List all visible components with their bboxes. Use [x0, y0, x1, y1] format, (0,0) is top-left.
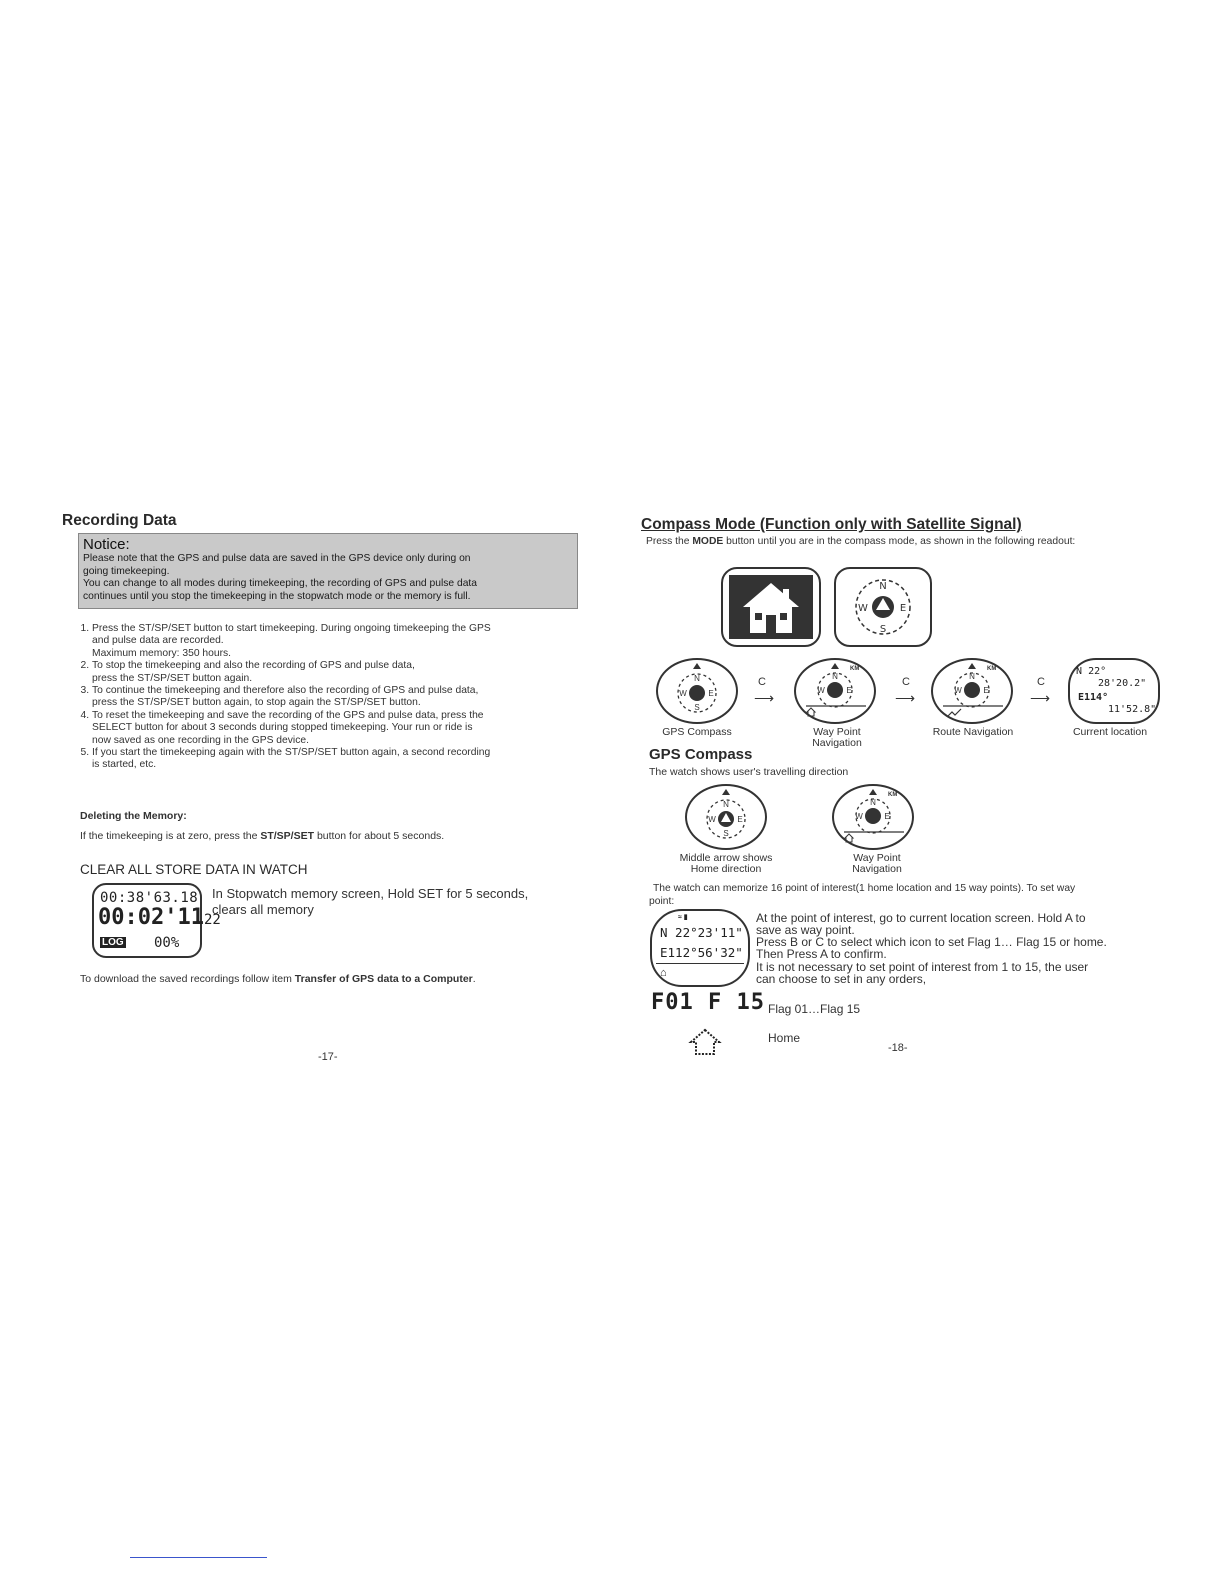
poi-text-5: It is not necessary to set point of interest from 1 to 15, the user [756, 960, 1089, 974]
svg-text:W: W [858, 603, 868, 614]
current-lon-min: 11'52.8" [1108, 704, 1157, 715]
middle-arrow-label-2: Home direction [690, 863, 762, 875]
poi-lcd [650, 909, 750, 987]
notice-line-2: going timekeeping. [83, 565, 170, 577]
svg-text:N: N [832, 672, 838, 681]
step-item: 1. Press the ST/SP/SET button to start timekeeping. During ongoing timekeeping the GPS and pulse data are recorded. Maximum memory: 350 hours. [92, 623, 612, 660]
svg-text:N: N [694, 674, 700, 683]
step-item: 5. If you start the timekeeping again with the ST/SP/SET button again, a second recording is started, etc. [92, 747, 612, 772]
poi-lon: E112°56'32" [660, 945, 743, 960]
notice-title: Notice: [83, 536, 130, 553]
c-label: C [1037, 676, 1045, 688]
lcd-log-badge: LOG [102, 937, 124, 948]
compass-icon [933, 660, 1011, 722]
svg-text:KM: KM [888, 792, 898, 798]
download-text: To download the saved recordings follow item Transfer of GPS data to a Computer. [80, 973, 476, 985]
poi-text-4: Then Press A to confirm. [756, 947, 887, 961]
gps-compass-screen [656, 658, 738, 724]
svg-text:N: N [723, 800, 729, 809]
current-lat-min: 28'20.2" [1098, 678, 1147, 689]
satellite-icon: ≈ ▮ [678, 914, 688, 921]
recording-steps [78, 623, 612, 772]
svg-text:N: N [969, 672, 975, 681]
svg-text:W: W [679, 689, 687, 698]
route-nav-screen [931, 658, 1013, 724]
clear-data-title: CLEAR ALL STORE DATA IN WATCH [80, 862, 308, 877]
svg-text:E: E [708, 689, 714, 698]
poi-text-3: Press B or C to select which icon to set Flag 1… Flag 15 or home. [756, 935, 1107, 949]
step-item: 2. To stop the timekeeping and also the recording of GPS and pulse data, press the ST/SP/SET button again. [92, 660, 612, 685]
compass-icon [687, 786, 765, 848]
recording-data-title: Recording Data [62, 512, 177, 529]
divider [656, 963, 744, 964]
notice-line-1: Please note that the GPS and pulse data are saved in the GPS device only during on [83, 553, 471, 564]
gps-compass-title: GPS Compass [649, 746, 753, 763]
svg-text:W: W [817, 686, 825, 695]
right-arrow-icon: ⟶ [1030, 690, 1051, 706]
svg-text:E: E [846, 686, 852, 695]
compass-icon [796, 660, 874, 722]
svg-text:W: W [708, 815, 716, 824]
waypoint-label-3: Way Point [853, 852, 901, 864]
svg-text:KM: KM [850, 666, 860, 672]
svg-text:E: E [884, 812, 890, 821]
home-icon [723, 569, 819, 645]
home-flag-icon [688, 1028, 722, 1056]
stopwatch-lcd [92, 883, 221, 958]
svg-text:W: W [855, 812, 863, 821]
svg-text:KM: KM [987, 666, 997, 672]
home-text: Home [768, 1031, 801, 1045]
flag-01-icon: F01 [651, 990, 694, 1015]
compass-icon [836, 569, 930, 645]
right-arrow-icon: ⟶ [895, 690, 916, 706]
poi-lat: N 22°23'11" [660, 925, 743, 940]
current-lat: N 22° [1076, 666, 1107, 677]
middle-arrow-label-1: Middle arrow shows [679, 852, 773, 864]
clear-text-1: In Stopwatch memory screen, Hold SET for 5 seconds, [212, 886, 529, 901]
svg-text:E: E [899, 603, 907, 614]
c-label: C [758, 676, 766, 688]
deleting-memory-text: If the timekeeping is at zero, press the ST/SP/SET button for about 5 seconds. [80, 830, 445, 842]
notice-line-4: continues until you stop the timekeeping in the stopwatch mode or the memory is full. [83, 590, 471, 602]
svg-text:N: N [879, 581, 887, 592]
lcd-row-2: 00:02'1122 [98, 905, 221, 930]
lcd-row-1: 00:38'63.18 [100, 890, 199, 906]
compass-icon [658, 660, 736, 722]
home-icon: ⌂ [660, 967, 667, 979]
current-location-screen [1068, 658, 1160, 724]
notice-box [78, 533, 578, 609]
svg-text:W: W [954, 686, 962, 695]
svg-text:S: S [879, 624, 887, 635]
svg-text:S: S [694, 703, 700, 712]
memorize-text-1: The watch can memorize 16 point of interest(1 home location and 15 way points). To set way [653, 883, 1076, 894]
route-nav-label: Route Navigation [932, 726, 1014, 738]
poi-text-1: At the point of interest, go to current location screen. Hold A to [756, 911, 1086, 925]
waypoint-nav-screen-2 [832, 784, 914, 850]
waypoint-label-4: Navigation [852, 863, 902, 875]
poi-text-2: save as way point. [756, 923, 855, 937]
memorize-text-2: point: [649, 896, 675, 907]
svg-text:E: E [983, 686, 989, 695]
divider [130, 1557, 267, 1558]
gps-compass-desc: The watch shows user's travelling direction [649, 766, 849, 778]
svg-text:S: S [723, 829, 729, 838]
current-lon: E114° [1078, 692, 1109, 703]
gps-compass-label: GPS Compass [662, 726, 732, 738]
compass-screen [834, 567, 932, 647]
poi-text-6: can choose to set in any orders, [756, 972, 927, 986]
svg-text:E: E [737, 815, 743, 824]
compass-mode-title: Compass Mode (Function only with Satellite Signal) [641, 516, 1022, 533]
page-number-right: -18- [888, 1042, 908, 1054]
current-location-label: Current location [1072, 726, 1148, 738]
deleting-memory-title: Deleting the Memory: [80, 810, 187, 822]
waypoint-label-1: Way Point [813, 726, 861, 738]
compass-intro: Press the MODE button until you are in the compass mode, as shown in the following readout: [646, 536, 1076, 547]
right-arrow-icon: ⟶ [754, 690, 775, 706]
svg-text:N: N [870, 798, 876, 807]
step-item: 4. To reset the timekeeping and save the recording of the GPS and pulse data, press the SELECT button for about 3 seconds during stopped timekeeping. Your run or ride is now saved as one recording in the GPS device. [92, 710, 612, 747]
lcd-percent: 00% [154, 935, 180, 951]
home-screen [721, 567, 821, 647]
compass-icon [834, 786, 912, 848]
clear-text-2: clears all memory [212, 902, 314, 917]
c-label: C [902, 676, 910, 688]
middle-arrow-screen [685, 784, 767, 850]
flag-15-icon: F 15 [708, 990, 765, 1015]
waypoint-nav-screen [794, 658, 876, 724]
notice-line-3: You can change to all modes during timekeeping, the recording of GPS and pulse data [83, 578, 478, 589]
flag-text: Flag 01…Flag 15 [768, 1002, 861, 1016]
waypoint-label-2: Navigation [812, 737, 862, 749]
page-number-left: -17- [318, 1051, 338, 1063]
step-item: 3. To continue the timekeeping and therefore also the recording of GPS and pulse data, press the ST/SP/SET button again, to stop again the ST/SP/SET button. [92, 685, 612, 710]
